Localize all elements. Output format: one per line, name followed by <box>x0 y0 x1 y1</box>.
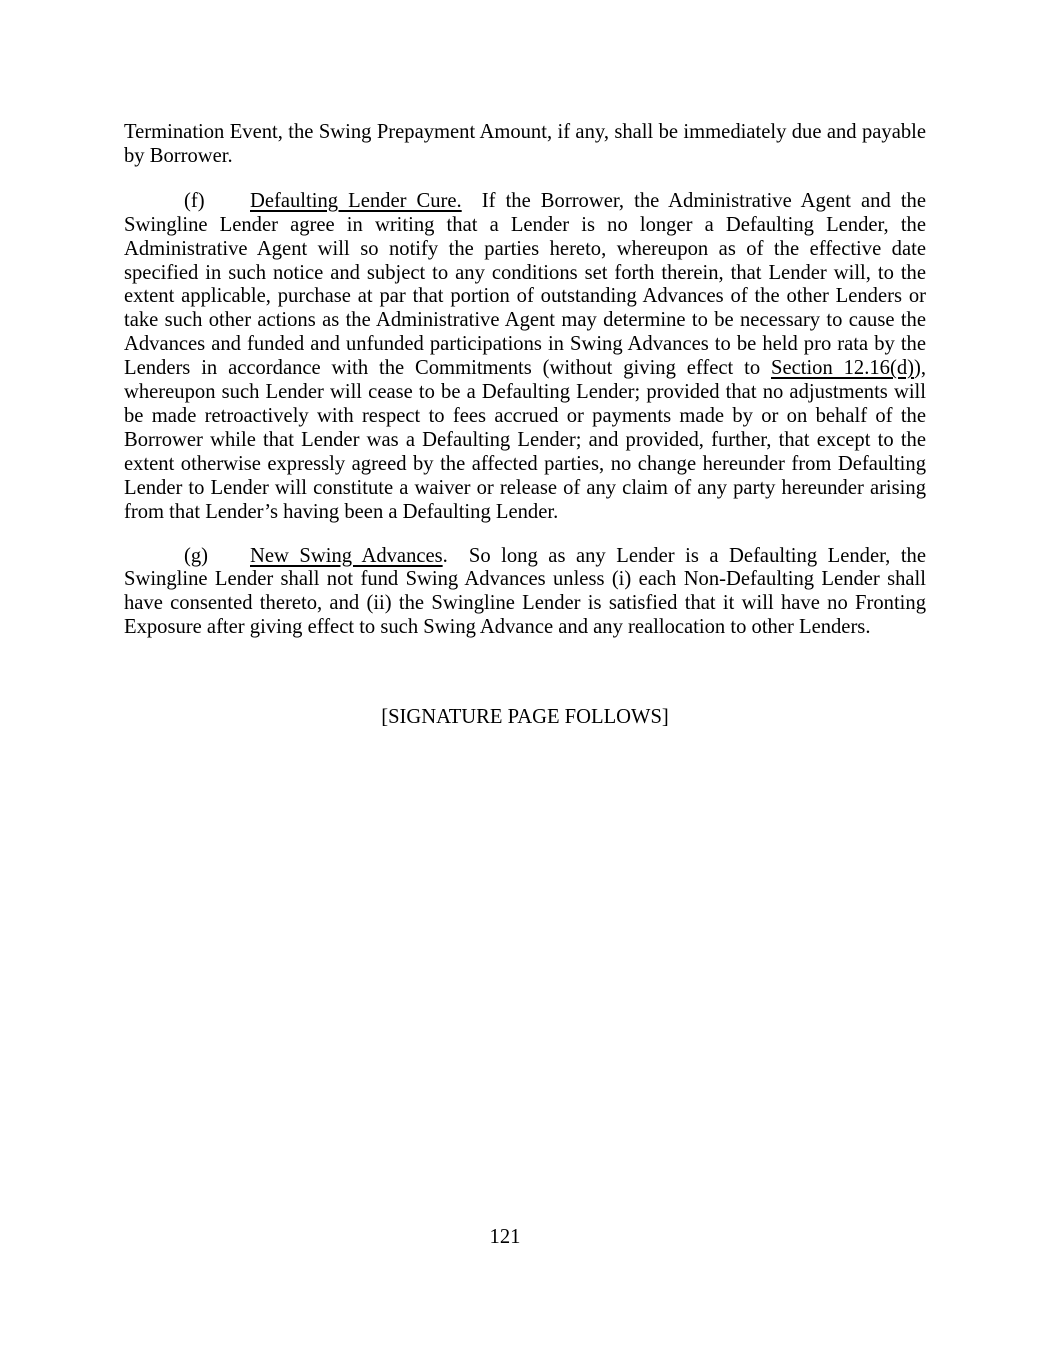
paragraph-g <box>124 545 926 641</box>
paragraph-f <box>124 190 926 525</box>
page-number: 121 <box>489 1226 521 1248</box>
paragraph-g-label: (g) <box>184 544 209 567</box>
section-12-16d-reference: Section 12.16(d) <box>770 357 914 380</box>
paragraph-f-heading: Defaulting Lender Cure. <box>250 189 462 212</box>
paragraph-continuation <box>124 121 926 169</box>
paragraph-f-text-2: ), whereupon such Lender will cease to be a Defaulting Lender; provided that no adjustments will be made retroactively with respect to fees accrued or payments made by or on behalf of the Borrower while that Lender was a Defaulting Lender; and provided, further, that except to the extent otherwise expressly agreed by the affected parties, no change hereunder from Defaulting Lender to Lender will constitute a waiver or release of any claim of any party hereunder arising from that Lender’s having been a Defaulting Lender. <box>124 357 926 523</box>
paragraph-g-text-1: . So long as any Lender is a Defaulting Lender, the Swingline Lender shall not fund Swing Advances unless (i) each Non-Defaulting Lender shall have consented thereto, and (ii) the Swingline Lender is satisfied that it will have no Fronting Exposure after giving effect to such Swing Advance and any reallocation to other Lenders. <box>124 544 926 639</box>
paragraph-f-text-1: If the Borrower, the Administrative Agent and the Swingline Lender agree in writing that a Lender is no longer a Defaulting Lender, the Administrative Agent will so notify the parties hereto, whereupon as of the effective date specified in such notice and subject to any conditions set forth therein, that Lender will, to the extent applicable, purchase at par that portion of outstanding Advances of the other Lenders or take such other actions as the Administrative Agent may determine to be necessary to cause the Advances and funded and unfunded participations in Swing Advances to be held pro rata by the Lenders in accordance with the Commitments (without giving effect to <box>124 189 926 380</box>
paragraph-g-heading: New Swing Advances <box>250 544 443 567</box>
paragraph-f-label: (f) <box>184 189 205 212</box>
signature-page-notice: [SIGNATURE PAGE FOLLOWS] <box>381 706 669 729</box>
paragraph-continuation-text: Termination Event, the Swing Prepayment Amount, if any, shall be immediately due and payable by Borrower. <box>124 121 926 167</box>
